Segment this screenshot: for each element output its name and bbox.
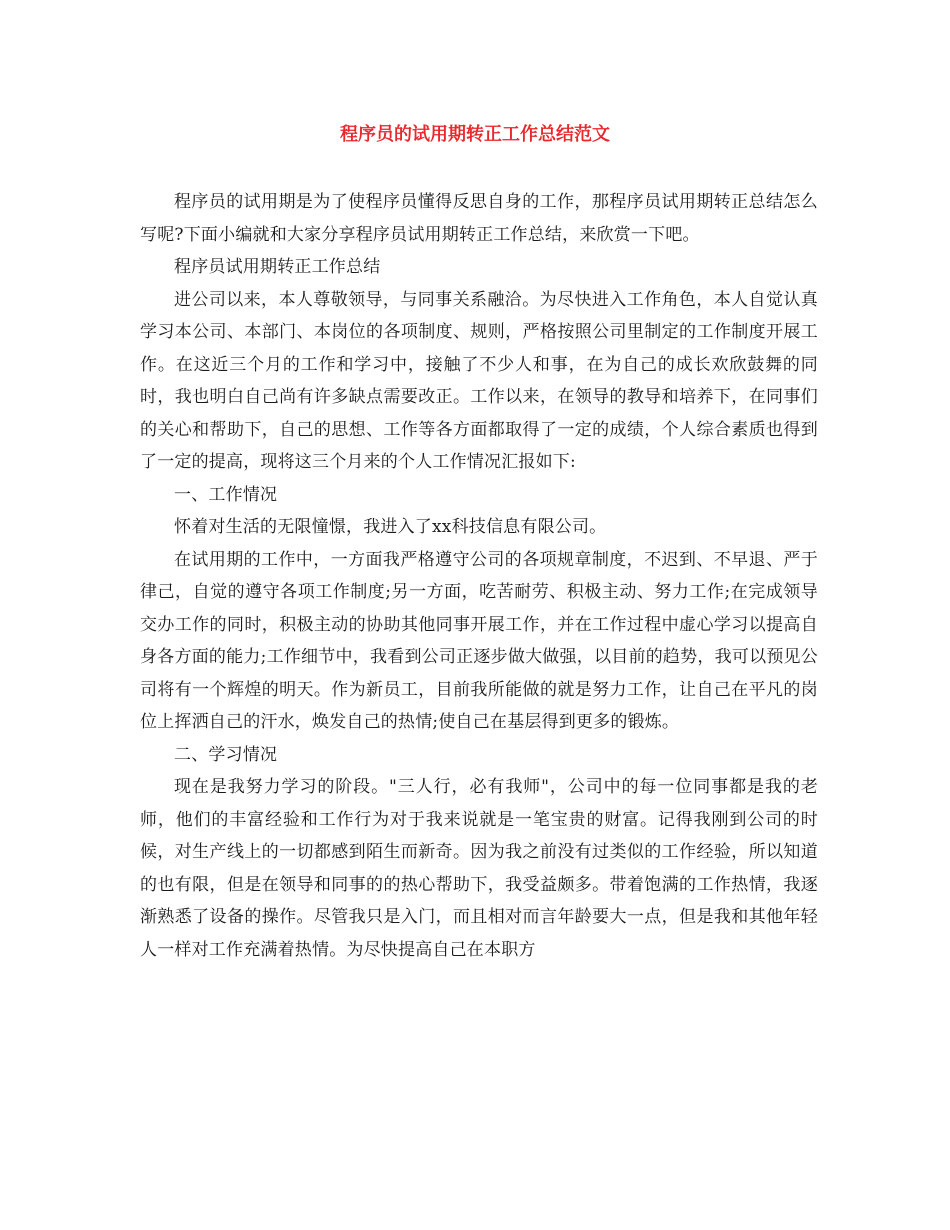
document-title: 程序员的试用期转正工作总结范文 [340,124,610,145]
paragraph-work-detail: 在试用期的工作中，一方面我严格遵守公司的各项规章制度，不迟到、不早退、严于律己，自觉的遵守各项工作制度;另一方面，吃苦耐劳、积极主动、努力工作;在完成领导交办工作的同时，积极主动的协助其他同事开展工作，并在工作过程中虚心学习以提高自身各方面的能力;工作细节中，我看到公司正逐步做大做强，以目前的趋势，我可以预见公司将有一个辉煌的明天。作为新员工，目前我所能做的就是努力工作，让自己在平凡的岗位上挥洒自己的汗水，焕发自己的热情;使自己在基层得到更多的锻炼。 [140,549,818,732]
paragraph-intro: 程序员的试用期是为了使程序员懂得反思自身的工作，那程序员试用期转正总结怎么写呢?下面小编就和大家分享程序员试用期转正工作总结，来欣赏一下吧。 [140,192,818,245]
paragraph-overview: 进公司以来，本人尊敬领导，与同事关系融洽。为尽快进入工作角色，本人自觉认真学习本公司、本部门、本岗位的各项制度、规则，严格按照公司里制定的工作制度开展工作。在这近三个月的工作和学习中，接触了不少人和事，在为自己的成长欢欣鼓舞的同时，我也明白自己尚有许多缺点需要改正。工作以来，在领导的教导和培养下，在同事们的关心和帮助下，自己的思想、工作等各方面都取得了一定的成绩，个人综合素质也得到了一定的提高，现将这三个月来的个人工作情况汇报如下: [140,289,818,472]
section-heading-study: 二、学习情况 [174,744,278,765]
paragraph-join: 怀着对生活的无限憧憬，我进入了xx科技信息有限公司。 [174,517,607,537]
paragraph-study-detail: 现在是我努力学习的阶段。"三人行，必有我师"，公司中的每一位同事都是我的老师，他们的丰富经验和工作行为对于我来说就是一笔宝贵的财富。记得我刚到公司的时候，对生产线上的一切都感到陌生而新奇。因为我之前没有过类似的工作经验，所以知道的也有限，但是在领导和同事的的热心帮助下，我受益颇多。带着饱满的工作热情，我逐渐熟悉了设备的操作。尽管我只是入门，而且相对而言年龄要大一点，但是我和其他年轻人一样对工作充满着热情。为尽快提高自己在本职方 [140,777,818,960]
document-body [140,186,818,966]
section-heading-work: 一、工作情况 [174,484,278,505]
paragraph-subtitle: 程序员试用期转正工作总结 [174,257,381,277]
